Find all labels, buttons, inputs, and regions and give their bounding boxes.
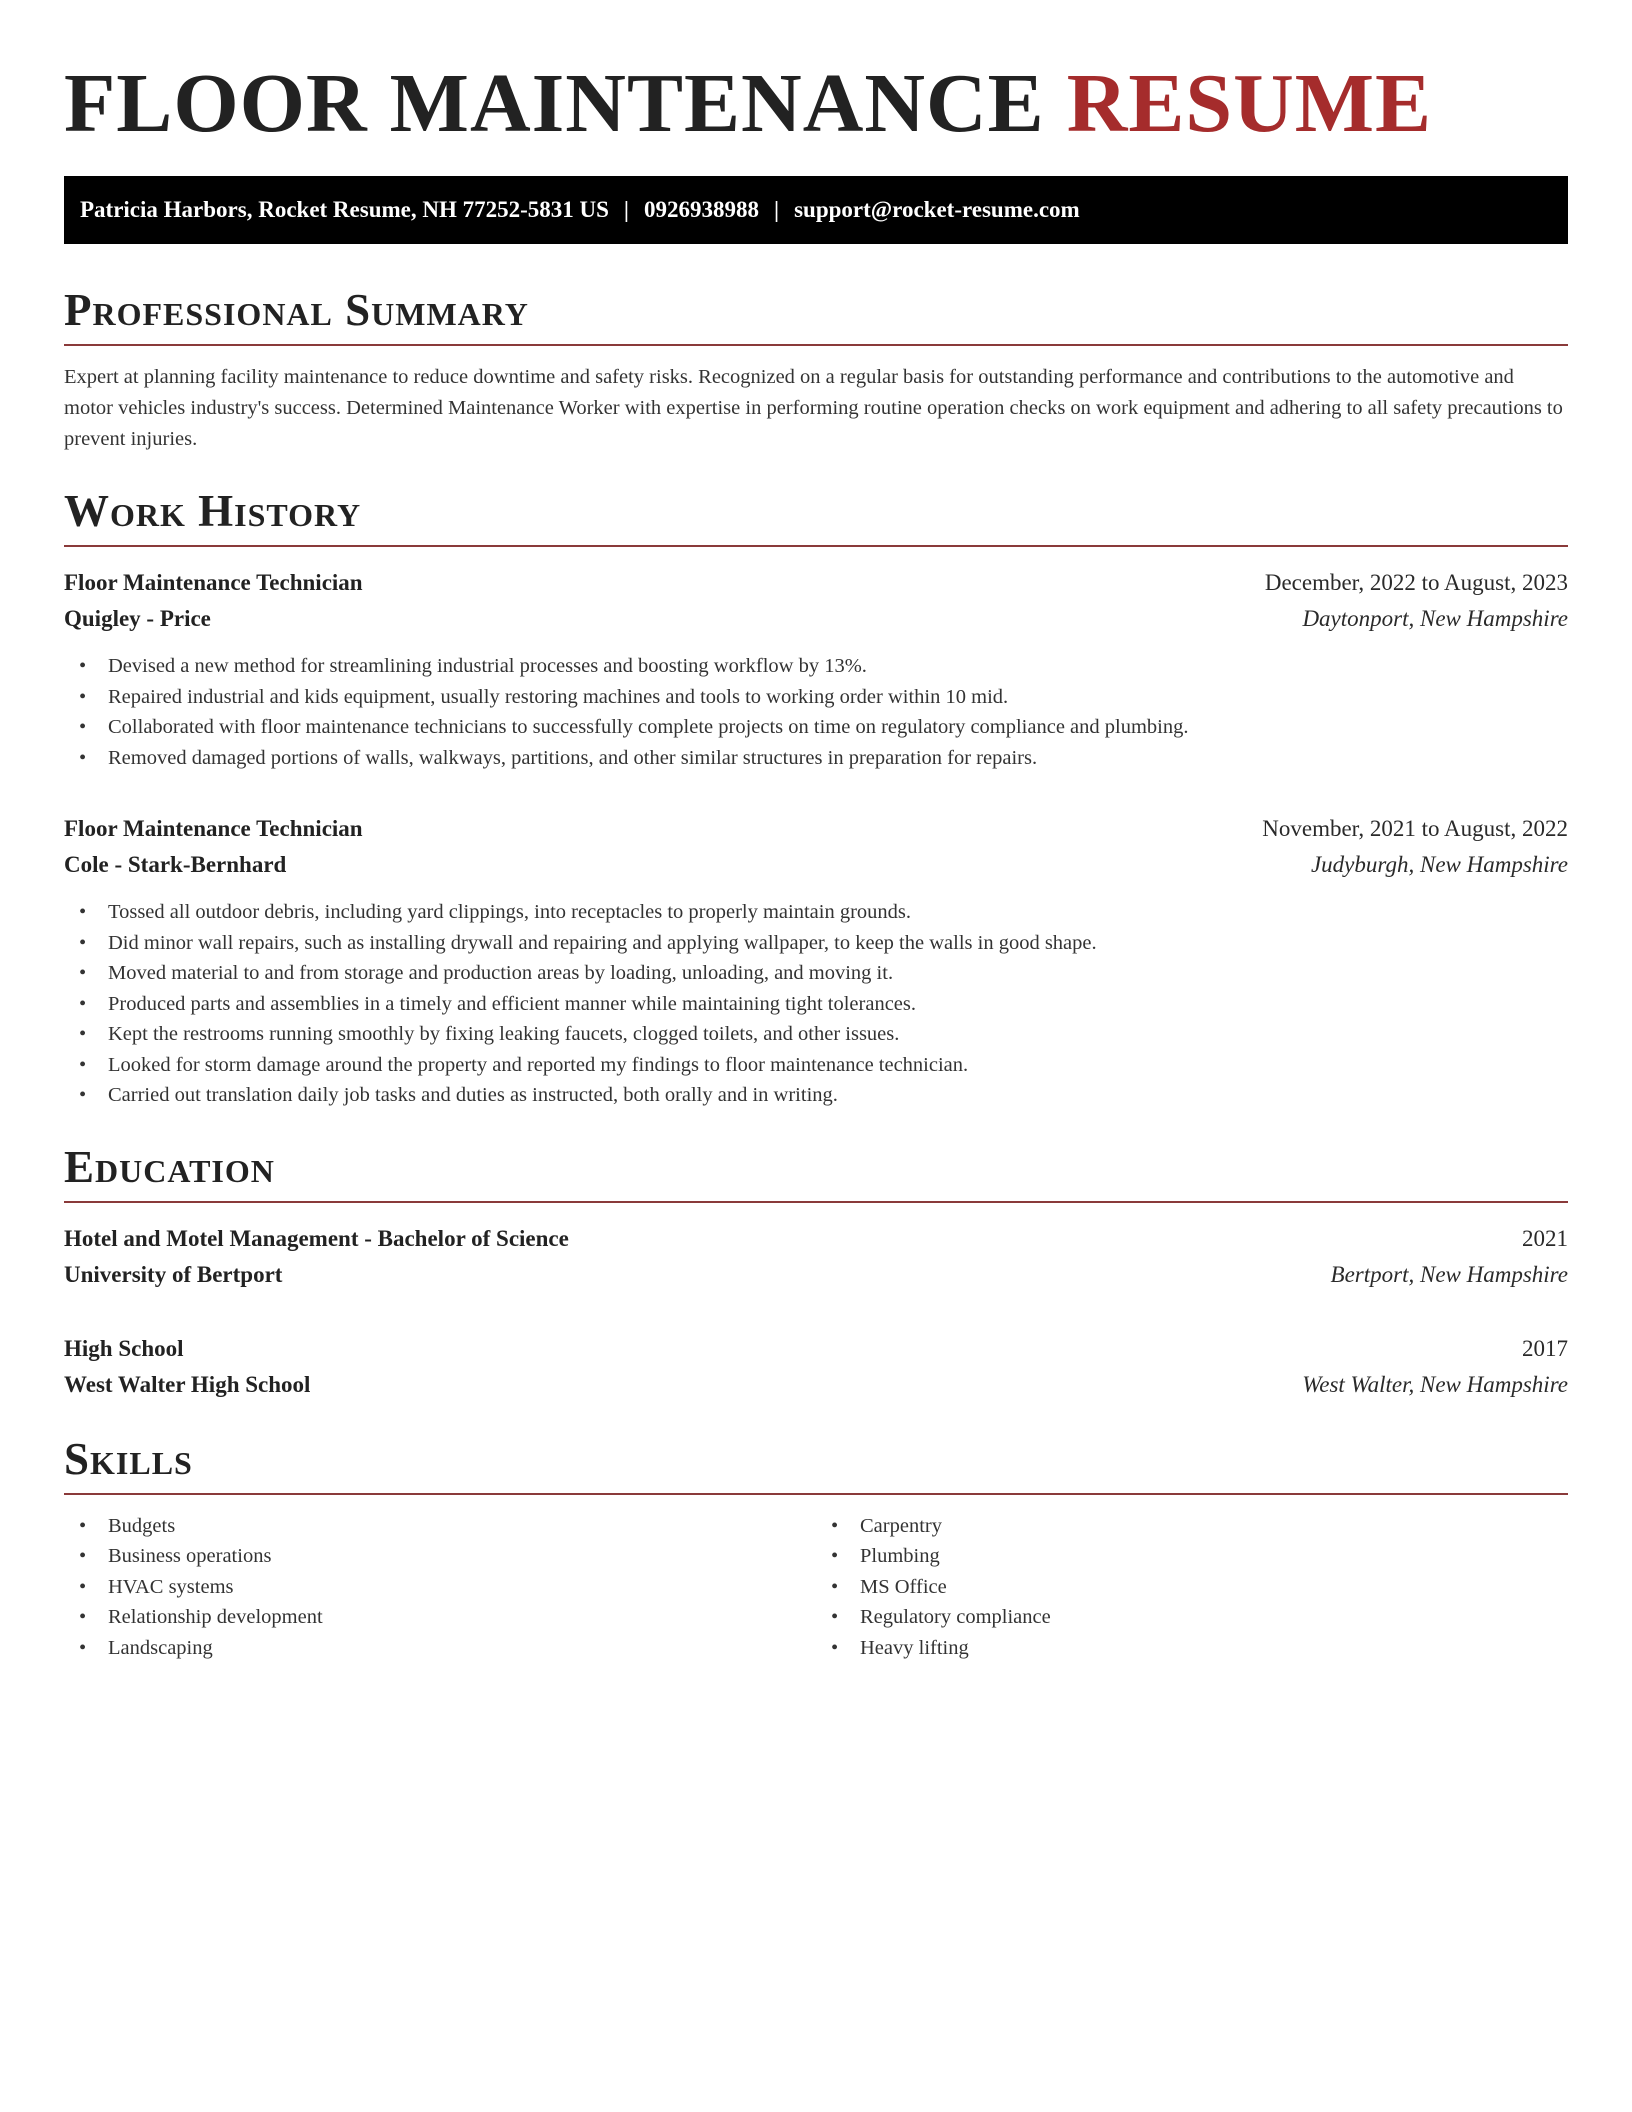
contact-address: Patricia Harbors, Rocket Resume, NH 77252-5831 US	[80, 197, 609, 222]
job-header-row	[64, 565, 1568, 601]
title-accent: RESUME	[1066, 57, 1433, 150]
work-history-section	[64, 485, 1568, 1111]
contact-phone: 0926938988	[644, 197, 759, 222]
education-entry	[64, 1331, 1568, 1403]
contact-separator: |	[774, 197, 780, 222]
list-item: • Looked for storm damage around the property and reported my findings to floor maintenance technician.	[64, 1050, 1568, 1081]
job-entry	[64, 565, 1568, 773]
job-company-row	[64, 601, 1568, 637]
list-item: • Moved material to and from storage and production areas by loading, unloading, and moving it.	[64, 958, 1568, 989]
job-company: Quigley - Price	[64, 606, 211, 631]
list-item: • Devised a new method for streamlining industrial processes and boosting workflow by 13%.	[64, 651, 1568, 682]
job-location: Judyburgh, New Hampshire	[1310, 852, 1568, 877]
skills-list-left	[64, 1511, 816, 1664]
education-section	[64, 1141, 1568, 1403]
list-item: • Carried out translation daily job tasks and duties as instructed, both orally and in writing.	[64, 1080, 1568, 1111]
list-item: • Produced parts and assemblies in a timely and efficient manner while maintaining tight tolerances.	[64, 989, 1568, 1020]
skill-item: • Plumbing	[816, 1541, 1568, 1572]
skill-item: • Business operations	[64, 1541, 816, 1572]
job-company-row	[64, 847, 1568, 883]
skill-item: • Budgets	[64, 1511, 816, 1542]
education-heading: Education	[64, 1141, 1568, 1203]
skill-item: • HVAC systems	[64, 1572, 816, 1603]
list-item: • Did minor wall repairs, such as installing drywall and repairing and applying wallpaper, to keep the walls in good shape.	[64, 928, 1568, 959]
list-item: • Removed damaged portions of walls, walkways, partitions, and other similar structures in preparation for repairs.	[64, 743, 1568, 774]
skills-heading: Skills	[64, 1433, 1568, 1495]
skill-item: • Landscaping	[64, 1633, 816, 1664]
summary-text: Expert at planning facility maintenance to reduce downtime and safety risks. Recognized on a regular basis for outstanding performance and contributions to the automotive and motor vehicles industry's success. Determined Maintenance Worker with expertise in performing routine operation checks on work equipment and adhering to all safety precautions to prevent injuries.	[64, 366, 1563, 450]
skills-section	[64, 1433, 1568, 1664]
education-location: Bertport, New Hampshire	[1330, 1261, 1568, 1287]
list-item: • Kept the restrooms running smoothly by fixing leaking faucets, clogged toilets, and other issues.	[64, 1019, 1568, 1050]
work-history-heading: Work History	[64, 485, 1568, 547]
education-school: University of Bertport	[64, 1261, 283, 1287]
education-entry	[64, 1221, 1568, 1293]
contact-bar	[64, 176, 1568, 244]
education-school-row	[64, 1367, 1568, 1403]
list-item: • Tossed all outdoor debris, including yard clippings, into receptacles to properly maintain grounds.	[64, 897, 1568, 928]
job-entry	[64, 811, 1568, 1111]
job-dates: November, 2021 to August, 2022	[1262, 816, 1568, 841]
skill-item: • Carpentry	[816, 1511, 1568, 1542]
job-header-row	[64, 811, 1568, 847]
job-location: Daytonport, New Hampshire	[1302, 606, 1568, 631]
education-location: West Walter, New Hampshire	[1302, 1371, 1568, 1397]
education-degree-row	[64, 1221, 1568, 1257]
summary-section	[64, 284, 1568, 455]
skill-item: • Heavy lifting	[816, 1633, 1568, 1664]
education-year: 2021	[1522, 1225, 1568, 1251]
title-main: FLOOR MAINTENANCE	[64, 57, 1067, 150]
job-company: Cole - Stark-Bernhard	[64, 852, 287, 877]
list-item: • Collaborated with floor maintenance technicians to successfully complete projects on time on regulatory compliance and plumbing.	[64, 712, 1568, 743]
job-bullets	[64, 651, 1568, 773]
education-degree: High School	[64, 1335, 184, 1361]
education-degree-row	[64, 1331, 1568, 1367]
education-school-row	[64, 1257, 1568, 1293]
skills-columns	[64, 1511, 1568, 1664]
job-bullets	[64, 897, 1568, 1111]
summary-heading: Professional Summary	[64, 284, 1568, 346]
contact-separator: |	[623, 197, 629, 222]
job-title: Floor Maintenance Technician	[64, 816, 363, 841]
education-year: 2017	[1522, 1335, 1568, 1361]
education-school: West Walter High School	[64, 1371, 311, 1397]
list-item: • Repaired industrial and kids equipment, usually restoring machines and tools to working order within 10 mid.	[64, 682, 1568, 713]
contact-email: support@rocket-resume.com	[794, 197, 1080, 222]
skill-item: • Regulatory compliance	[816, 1602, 1568, 1633]
job-dates: December, 2022 to August, 2023	[1264, 570, 1568, 595]
education-degree: Hotel and Motel Management - Bachelor of Science	[64, 1225, 569, 1251]
job-title: Floor Maintenance Technician	[64, 570, 363, 595]
skill-item: • Relationship development	[64, 1602, 816, 1633]
skills-list-right	[816, 1511, 1568, 1664]
resume-title	[64, 54, 1568, 154]
skill-item: • MS Office	[816, 1572, 1568, 1603]
